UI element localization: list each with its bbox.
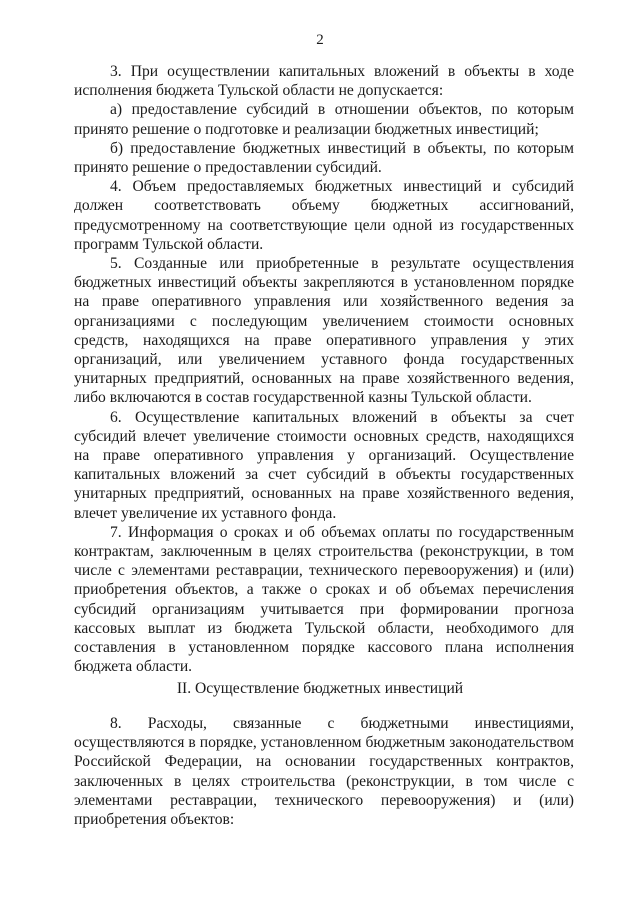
paragraph-6: 6. Осуществление капитальных вложений в объекты за счет субсидий влечет увеличение стоимости основных средств, находящихся на праве оперативного управления у организаций. Осуществление капитальных вложений за счет субсидий в объекты государственных унитарных предприятий, основанных на праве хозяйственного ведения, влечет увеличение их уставного фонда. xyxy=(74,408,574,522)
body-text-section-2 xyxy=(74,714,574,829)
paragraph-3a: а) предоставление субсидий в отношении объектов, по которым принято решение о подготовке и реализации бюджетных инвестиций; xyxy=(74,101,574,138)
paragraph-7: 7. Информация о сроках и об объемах оплаты по государственным контрактам, заключенным в целях строительства (реконструкции, в том числе с элементами реставрации, технического перевооружения) и (или) приобретения объектов, а также о сроках и об объемах перечисления субсидий организациям учитывается при формировании прогноза кассовых выплат из бюджета Тульской области, необходимого для составления в установленном порядке кассового плана исполнения бюджета области. xyxy=(74,523,574,676)
paragraph-3: 3. При осуществлении капитальных вложений в объекты в ходе исполнения бюджета Тульской области не допускается: xyxy=(74,63,574,100)
page-number: 2 xyxy=(316,32,324,48)
paragraph-3b: б) предоставление бюджетных инвестиций в объекты, по которым принято решение о предоставлении субсидий. xyxy=(74,139,574,177)
body-text xyxy=(74,62,574,677)
paragraph-8: 8. Расходы, связанные с бюджетными инвестициями, осуществляются в порядке, установленном бюджетным законодательством Российской Федерации, на основании государственных контрактов, заключенных в целях строительства (реконструкции, в том числе с элементами реставрации, технического перевооружения) и (или) приобретения объектов: xyxy=(74,715,574,829)
paragraph-4: 4. Объем предоставляемых бюджетных инвестиций и субсидий должен соответствовать объему бюджетных ассигнований, предусмотренному на соответствующие цели одной из государственных программ Тульской области. xyxy=(74,178,574,253)
paragraph-5: 5. Созданные или приобретенные в результате осуществления бюджетных инвестиций объекты закрепляются в установленном порядке на праве оперативного управления или хозяйственного ведения за организациями с последующим увеличением стоимости основных средств, находящихся на праве оперативного управления у этих организаций, или увеличением уставного фонда государственных унитарных предприятий, основанных на праве хозяйственного ведения, либо включаются в состав государственной казны Тульской области. xyxy=(74,255,574,407)
section-heading: II. Осуществление бюджетных инвестиций xyxy=(176,680,464,697)
